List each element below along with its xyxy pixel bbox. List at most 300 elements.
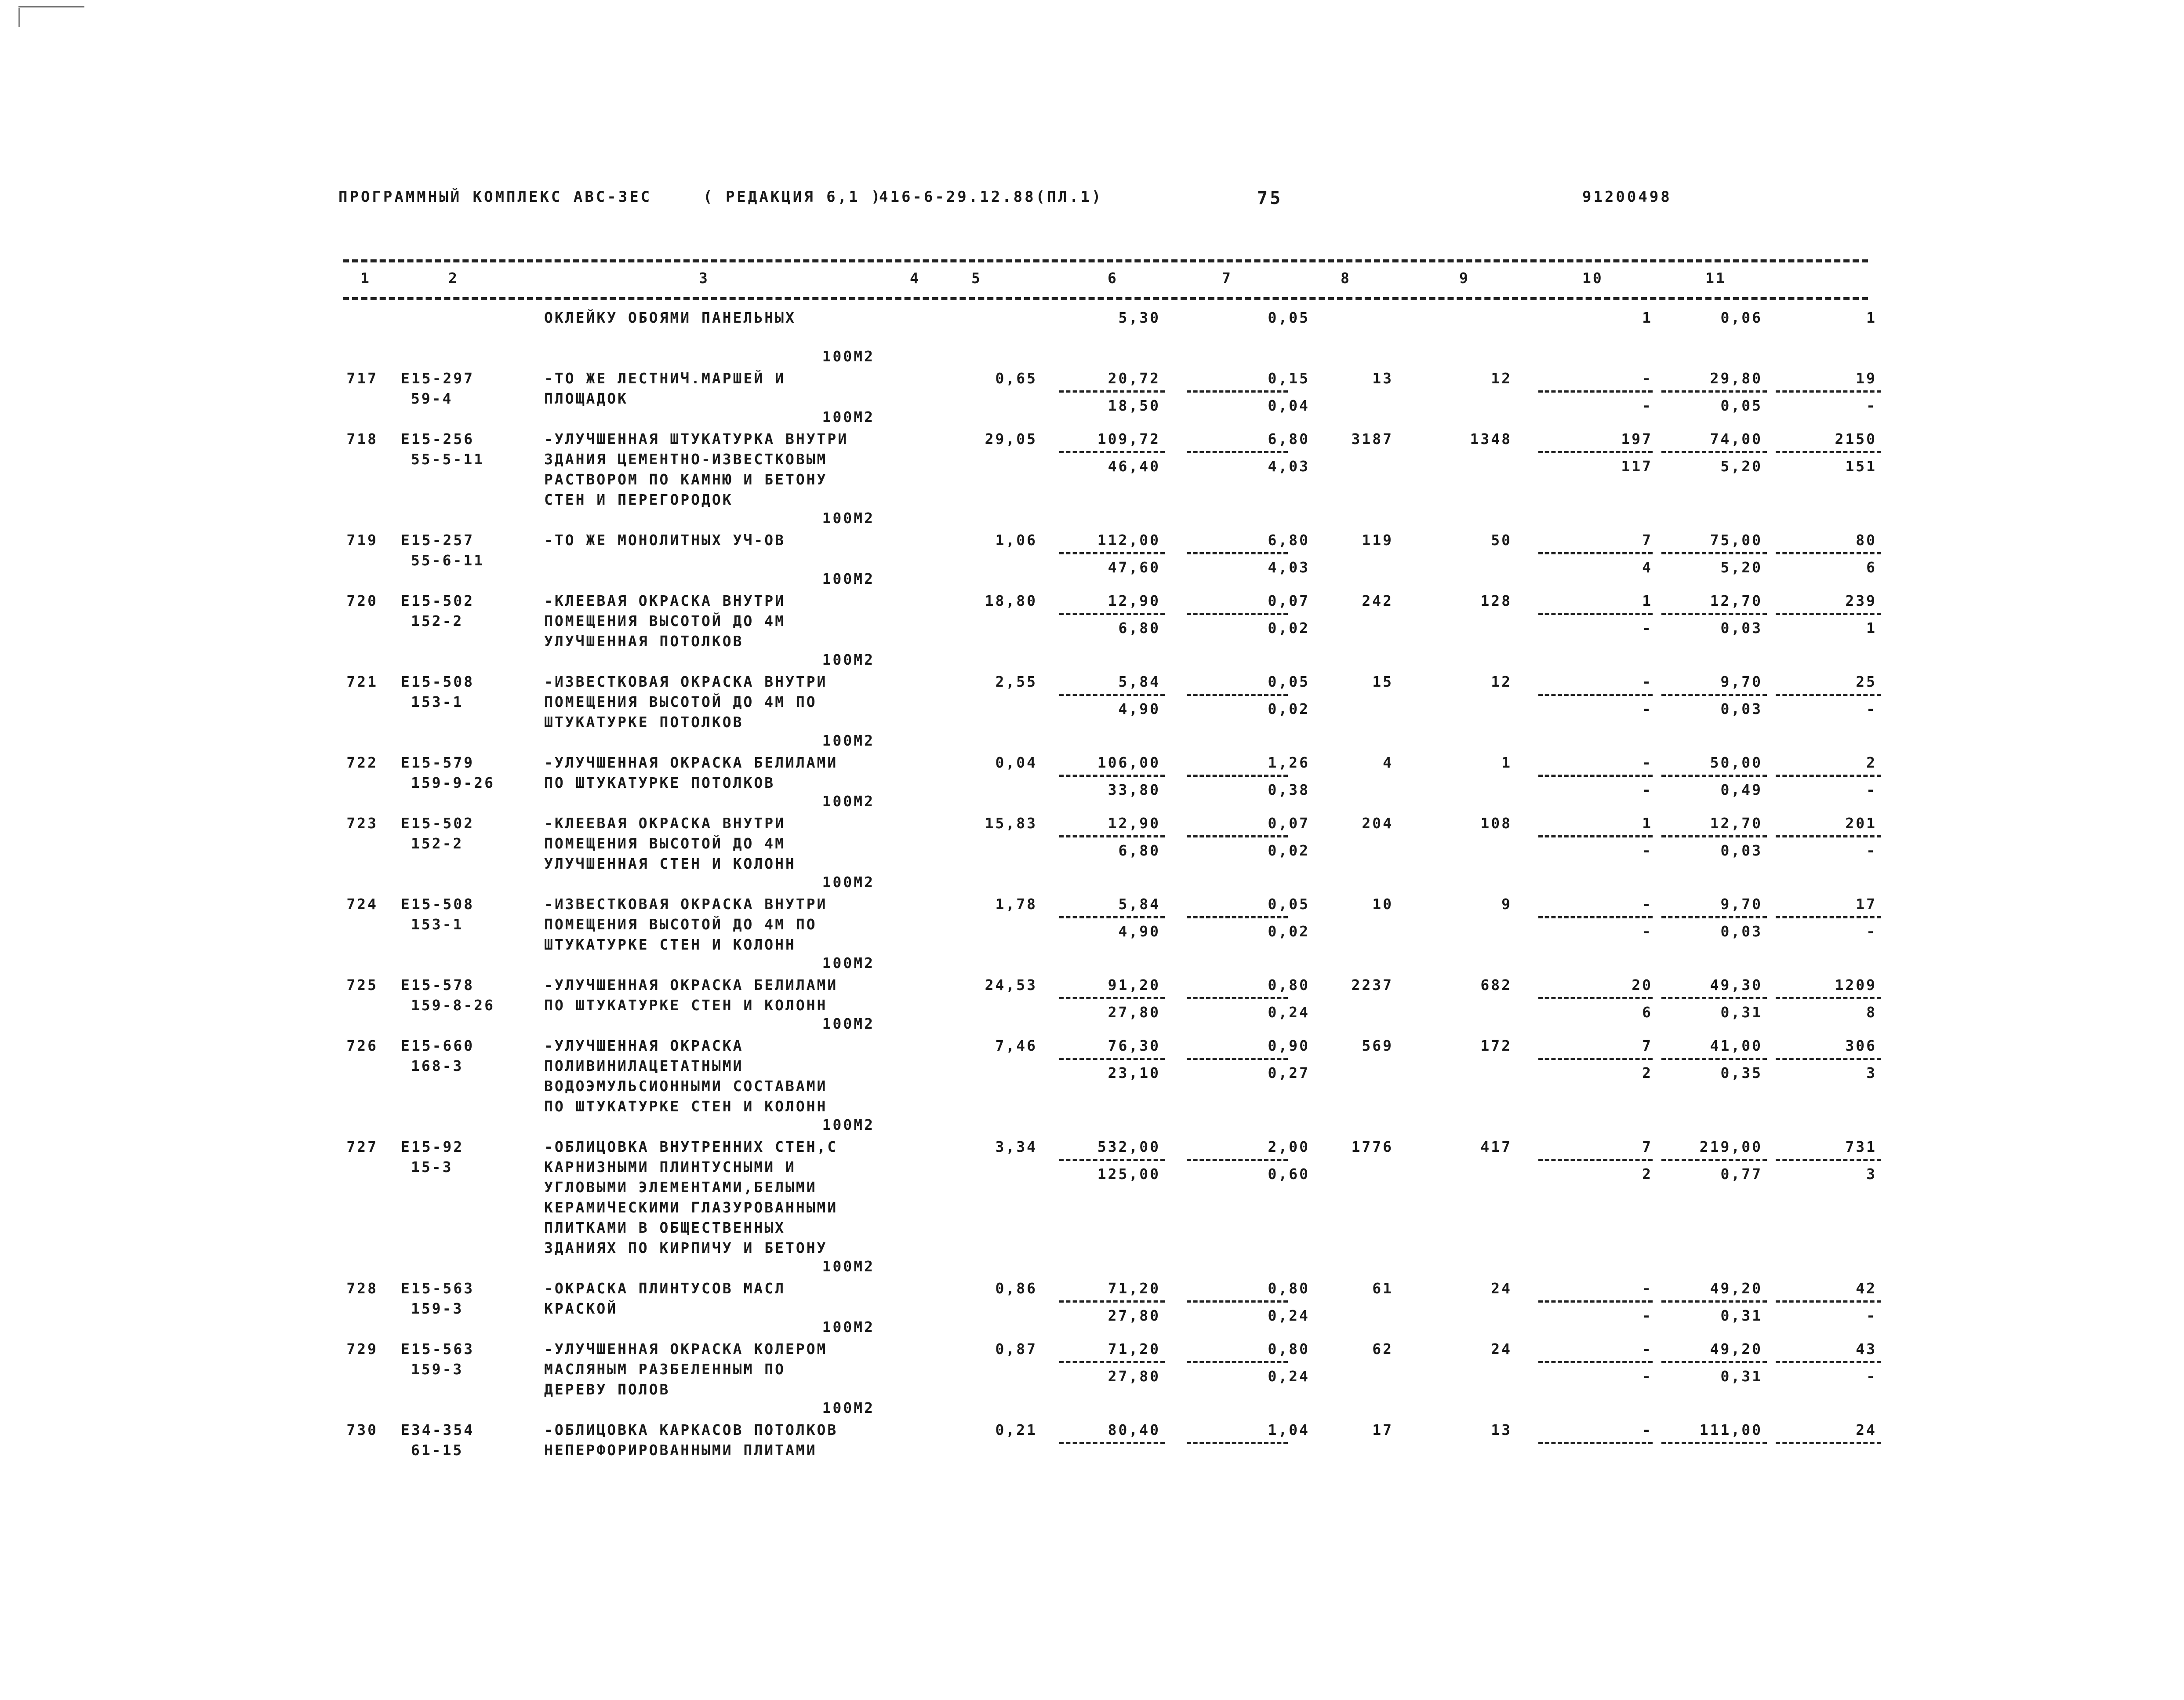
work-description: -ОБЛИЦОВКА КАРКАСОВ ПОТОЛКОВ <box>544 1421 838 1438</box>
labor-hours: 219,00 <box>1699 1138 1762 1155</box>
machine-hours-total: - <box>1866 700 1877 717</box>
work-description: ЗДАНИЯ ЦЕМЕНТНО-ИЗВЕСТКОВЫМ <box>544 451 828 468</box>
machine-wage: 6 <box>1642 1004 1653 1021</box>
subtotal-separator <box>1187 1159 1288 1161</box>
machine-hours: 0,31 <box>1720 1368 1762 1385</box>
machine-cost: 1 <box>1642 309 1653 326</box>
subtotal-separator <box>1776 1442 1881 1444</box>
work-description: ПОМЕЩЕНИЯ ВЫСОТОЙ ДО 4М <box>544 612 785 630</box>
column-header-6: 6 <box>1108 269 1118 287</box>
labor-hours: 111,00 <box>1699 1421 1762 1438</box>
column-header-3: 3 <box>699 269 709 287</box>
norm-code: Е15-502 <box>401 592 475 609</box>
quantity: 15,83 <box>985 815 1037 832</box>
work-description: ПО ШТУКАТУРКЕ СТЕН И КОЛОНН <box>544 1098 828 1115</box>
total-cost: 15 <box>1372 673 1393 690</box>
unit-cost: 5,84 <box>1118 673 1160 690</box>
subtotal-separator <box>1059 613 1165 615</box>
work-description: -ОКРАСКА ПЛИНТУСОВ МАСЛ <box>544 1280 785 1297</box>
subtotal-separator <box>1776 835 1881 837</box>
machine-cost: 7 <box>1642 1037 1653 1054</box>
quantity: 1,06 <box>995 531 1037 549</box>
edition-label: ( РЕДАКЦИЯ 6,1 ) <box>703 188 883 206</box>
total-cost: 61 <box>1372 1280 1393 1297</box>
unit-cost: 76,30 <box>1108 1037 1160 1054</box>
norm-subcode: 168-3 <box>411 1057 464 1074</box>
unit-of-measure: 100М2 <box>822 348 875 365</box>
subtotal-separator <box>1776 916 1881 918</box>
labor-cost: 0,80 <box>1268 1280 1310 1297</box>
labor-hours: 49,30 <box>1710 976 1762 994</box>
machine-wage: 117 <box>1621 458 1653 475</box>
unit-cost: 12,90 <box>1108 815 1160 832</box>
row-number: 722 <box>346 754 378 771</box>
wages-total: 417 <box>1480 1138 1512 1155</box>
norm-subcode: 55-6-11 <box>411 552 485 569</box>
labor-hours: 75,00 <box>1710 531 1762 549</box>
unit-of-measure: 100М2 <box>822 954 875 972</box>
labor-hours: 29,80 <box>1710 370 1762 387</box>
labor-hours: 49,20 <box>1710 1340 1762 1358</box>
subtotal-separator <box>1538 1361 1653 1363</box>
labor-hours-total: 1 <box>1866 309 1877 326</box>
wages-total: 12 <box>1491 673 1512 690</box>
labor-cost: 0,15 <box>1268 370 1310 387</box>
norm-code: Е15-257 <box>401 531 475 549</box>
subtotal-separator <box>1538 390 1653 393</box>
unit-cost: 20,72 <box>1108 370 1160 387</box>
unit-cost: 532,00 <box>1097 1138 1160 1155</box>
table-top-rule <box>343 259 1868 262</box>
work-description: -КЛЕЕВАЯ ОКРАСКА ВНУТРИ <box>544 815 785 832</box>
work-description: СТЕН И ПЕРЕГОРОДОК <box>544 491 733 508</box>
wages-total: 13 <box>1491 1421 1512 1438</box>
labor-cost: 0,90 <box>1268 1037 1310 1054</box>
norm-code: Е15-579 <box>401 754 475 771</box>
unit-wage: 4,90 <box>1118 700 1160 717</box>
column-header-10: 10 <box>1582 269 1603 287</box>
work-description: УЛУЧШЕННАЯ ПОТОЛКОВ <box>544 633 744 650</box>
unit-of-measure: 100М2 <box>822 651 875 668</box>
unit-of-measure: 100М2 <box>822 1318 875 1336</box>
subtotal-separator <box>1538 694 1653 696</box>
labor-hours-total: 17 <box>1856 896 1877 913</box>
subtotal-separator <box>1059 1300 1165 1303</box>
machine-hours: 0,35 <box>1720 1064 1762 1081</box>
work-description: ПЛИТКАМИ В ОБЩЕСТВЕННЫХ <box>544 1219 785 1236</box>
total-cost: 13 <box>1372 370 1393 387</box>
subtotal-separator <box>1059 916 1165 918</box>
subtotal-separator <box>1187 390 1288 393</box>
work-description: УЛУЧШЕННАЯ СТЕН И КОЛОНН <box>544 855 796 872</box>
work-description: ПОМЕЩЕНИЯ ВЫСОТОЙ ДО 4М ПО <box>544 693 817 710</box>
wages-total: 9 <box>1501 896 1512 913</box>
unit-labor-wage: 0,02 <box>1268 842 1310 859</box>
machine-hours-total: - <box>1866 1307 1877 1324</box>
machine-cost: - <box>1642 754 1653 771</box>
subtotal-separator <box>1661 1361 1767 1363</box>
quantity: 7,46 <box>995 1037 1037 1054</box>
unit-labor-wage: 0,60 <box>1268 1165 1310 1183</box>
wages-total: 24 <box>1491 1340 1512 1358</box>
unit-of-measure: 100М2 <box>822 408 875 426</box>
labor-cost: 0,80 <box>1268 976 1310 994</box>
work-description: ПО ШТУКАТУРКЕ ПОТОЛКОВ <box>544 774 775 791</box>
row-number: 730 <box>346 1421 378 1438</box>
total-cost: 17 <box>1372 1421 1393 1438</box>
machine-wage: - <box>1642 700 1653 717</box>
work-description: -ТО ЖЕ МОНОЛИТНЫХ УЧ-ОВ <box>544 531 785 549</box>
machine-wage: 2 <box>1642 1165 1653 1183</box>
unit-of-measure: 100М2 <box>822 510 875 527</box>
subtotal-separator <box>1776 997 1881 999</box>
work-description: ПО ШТУКАТУРКЕ СТЕН И КОЛОНН <box>544 997 828 1014</box>
machine-wage: - <box>1642 397 1653 414</box>
wages-total: 12 <box>1491 370 1512 387</box>
labor-hours-total: 24 <box>1856 1421 1877 1438</box>
subtotal-separator <box>1187 613 1288 615</box>
total-cost: 4 <box>1383 754 1393 771</box>
subtotal-separator <box>1776 451 1881 453</box>
subtotal-separator <box>1187 1058 1288 1060</box>
quantity: 0,87 <box>995 1340 1037 1358</box>
machine-hours: 0,03 <box>1720 700 1762 717</box>
unit-labor-wage: 0,02 <box>1268 700 1310 717</box>
unit-cost: 71,20 <box>1108 1340 1160 1358</box>
machine-wage: - <box>1642 781 1653 798</box>
unit-wage: 47,60 <box>1108 559 1160 576</box>
work-description: УГЛОВЫМИ ЭЛЕМЕНТАМИ,БЕЛЫМИ <box>544 1179 817 1196</box>
labor-cost: 1,04 <box>1268 1421 1310 1438</box>
document-reference: 416-6-29.12.88(ПЛ.1) <box>879 188 1103 206</box>
labor-cost: 0,05 <box>1268 673 1310 690</box>
quantity: 3,34 <box>995 1138 1037 1155</box>
subtotal-separator <box>1059 997 1165 999</box>
work-description: -УЛУЧШЕННАЯ ОКРАСКА БЕЛИЛАМИ <box>544 976 838 994</box>
unit-cost: 91,20 <box>1108 976 1160 994</box>
machine-cost: 7 <box>1642 1138 1653 1155</box>
subtotal-separator <box>1661 390 1767 393</box>
unit-wage: 33,80 <box>1108 781 1160 798</box>
quantity: 0,86 <box>995 1280 1037 1297</box>
subtotal-separator <box>1538 916 1653 918</box>
row-number: 724 <box>346 896 378 913</box>
subtotal-separator <box>1776 552 1881 554</box>
unit-labor-wage: 0,24 <box>1268 1307 1310 1324</box>
quantity: 2,55 <box>995 673 1037 690</box>
labor-hours: 12,70 <box>1710 815 1762 832</box>
work-description: ВОДОЭМУЛЬСИОННЫМИ СОСТАВАМИ <box>544 1078 828 1095</box>
subtotal-separator <box>1776 1300 1881 1303</box>
work-description: ПЛОЩАДОК <box>544 390 628 407</box>
subtotal-separator <box>1187 694 1288 696</box>
machine-cost: - <box>1642 1340 1653 1358</box>
unit-wage: 23,10 <box>1108 1064 1160 1081</box>
norm-code: Е34-354 <box>401 1421 475 1438</box>
work-description: -УЛУЧШЕННАЯ ОКРАСКА <box>544 1037 744 1054</box>
subtotal-separator <box>1538 997 1653 999</box>
labor-hours-total: 25 <box>1856 673 1877 690</box>
subtotal-separator <box>1661 1442 1767 1444</box>
norm-subcode: 153-1 <box>411 693 464 710</box>
unit-cost: 12,90 <box>1108 592 1160 609</box>
unit-of-measure: 100М2 <box>822 1399 875 1416</box>
subtotal-separator <box>1187 1361 1288 1363</box>
machine-wage: - <box>1642 1307 1653 1324</box>
work-description: КЕРАМИЧЕСКИМИ ГЛАЗУРОВАННЫМИ <box>544 1199 838 1216</box>
labor-cost: 0,80 <box>1268 1340 1310 1358</box>
work-description: ПОМЕЩЕНИЯ ВЫСОТОЙ ДО 4М ПО <box>544 916 817 933</box>
column-header-5: 5 <box>971 269 982 287</box>
subtotal-separator <box>1661 1058 1767 1060</box>
work-description: -УЛУЧШЕННАЯ ОКРАСКА КОЛЕРОМ <box>544 1340 828 1358</box>
work-description: -КЛЕЕВАЯ ОКРАСКА ВНУТРИ <box>544 592 785 609</box>
total-cost: 242 <box>1362 592 1393 609</box>
work-description: -УЛУЧШЕННАЯ ОКРАСКА БЕЛИЛАМИ <box>544 754 838 771</box>
work-description: -ИЗВЕСТКОВАЯ ОКРАСКА ВНУТРИ <box>544 896 828 913</box>
machine-hours-total: 8 <box>1866 1004 1877 1021</box>
labor-hours: 49,20 <box>1710 1280 1762 1297</box>
work-description: ПОМЕЩЕНИЯ ВЫСОТОЙ ДО 4М <box>544 835 785 852</box>
unit-labor-wage: 0,02 <box>1268 619 1310 637</box>
labor-cost: 2,00 <box>1268 1138 1310 1155</box>
unit-wage: 46,40 <box>1108 458 1160 475</box>
subtotal-separator <box>1538 835 1653 837</box>
subtotal-separator <box>1661 552 1767 554</box>
row-number: 717 <box>346 370 378 387</box>
labor-hours: 12,70 <box>1710 592 1762 609</box>
row-number: 718 <box>346 430 378 448</box>
subtotal-separator <box>1538 1300 1653 1303</box>
machine-cost: - <box>1642 370 1653 387</box>
row-number: 725 <box>346 976 378 994</box>
machine-hours: 0,77 <box>1720 1165 1762 1183</box>
subtotal-separator <box>1538 1442 1653 1444</box>
unit-wage: 6,80 <box>1118 842 1160 859</box>
wages-total: 24 <box>1491 1280 1512 1297</box>
column-header-11: 11 <box>1705 269 1726 287</box>
machine-hours-total: 3 <box>1866 1064 1877 1081</box>
subtotal-separator <box>1187 997 1288 999</box>
column-header-4: 4 <box>910 269 920 287</box>
unit-of-measure: 100М2 <box>822 793 875 810</box>
unit-wage: 27,80 <box>1108 1368 1160 1385</box>
labor-hours-total: 2 <box>1866 754 1877 771</box>
machine-hours: 5,20 <box>1720 458 1762 475</box>
unit-wage: 27,80 <box>1108 1307 1160 1324</box>
subtotal-separator <box>1661 613 1767 615</box>
labor-hours: 74,00 <box>1710 430 1762 448</box>
subtotal-separator <box>1538 613 1653 615</box>
labor-cost: 0,07 <box>1268 815 1310 832</box>
total-cost: 1776 <box>1351 1138 1393 1155</box>
labor-hours-total: 42 <box>1856 1280 1877 1297</box>
column-header-2: 2 <box>448 269 459 287</box>
subtotal-separator <box>1059 390 1165 393</box>
subtotal-separator <box>1776 694 1881 696</box>
labor-hours-total: 201 <box>1845 815 1877 832</box>
subtotal-separator <box>1059 835 1165 837</box>
labor-hours-total: 1209 <box>1835 976 1877 994</box>
quantity: 0,65 <box>995 370 1037 387</box>
unit-of-measure: 100М2 <box>822 732 875 749</box>
subtotal-separator <box>1661 775 1767 777</box>
total-cost: 2237 <box>1351 976 1393 994</box>
work-description: НЕПЕРФОРИРОВАННЫМИ ПЛИТАМИ <box>544 1442 817 1459</box>
machine-hours-total: - <box>1866 923 1877 940</box>
subtotal-separator <box>1661 1159 1767 1161</box>
machine-cost: 20 <box>1632 976 1653 994</box>
subtotal-separator <box>1059 552 1165 554</box>
subtotal-separator <box>1776 1159 1881 1161</box>
subtotal-separator <box>1776 390 1881 393</box>
unit-wage: 4,90 <box>1118 923 1160 940</box>
subtotal-separator <box>1187 835 1288 837</box>
norm-code: Е15-563 <box>401 1340 475 1358</box>
norm-code: Е15-256 <box>401 430 475 448</box>
machine-wage: - <box>1642 619 1653 637</box>
total-cost: 204 <box>1362 815 1393 832</box>
machine-cost: 1 <box>1642 815 1653 832</box>
norm-subcode: 153-1 <box>411 916 464 933</box>
work-description: -ТО ЖЕ ЛЕСТНИЧ.МАРШЕЙ И <box>544 370 785 387</box>
labor-hours-total: 306 <box>1845 1037 1877 1054</box>
labor-hours: 9,70 <box>1720 896 1762 913</box>
wages-total: 108 <box>1480 815 1512 832</box>
unit-of-measure: 100М2 <box>822 1258 875 1275</box>
subtotal-separator <box>1187 451 1288 453</box>
machine-cost: - <box>1642 673 1653 690</box>
norm-subcode: 159-3 <box>411 1300 464 1317</box>
row-number: 721 <box>346 673 378 690</box>
subtotal-separator <box>1187 1300 1288 1303</box>
wages-total: 128 <box>1480 592 1512 609</box>
work-description: РАСТВОРОМ ПО КАМНЮ И БЕТОНУ <box>544 471 828 488</box>
machine-hours-total: 1 <box>1866 619 1877 637</box>
work-description: ОКЛЕЙКУ ОБОЯМИ ПАНЕЛЬНЫХ <box>544 309 796 326</box>
labor-cost: 0,07 <box>1268 592 1310 609</box>
row-number: 719 <box>346 531 378 549</box>
machine-hours-total: 151 <box>1845 458 1877 475</box>
subtotal-separator <box>1661 916 1767 918</box>
table-header-rule <box>343 297 1868 300</box>
subtotal-separator <box>1059 694 1165 696</box>
machine-hours-total: - <box>1866 1368 1877 1385</box>
labor-hours: 50,00 <box>1710 754 1762 771</box>
page-number: 75 <box>1257 188 1283 208</box>
machine-cost: 1 <box>1642 592 1653 609</box>
unit-labor-wage: 0,38 <box>1268 781 1310 798</box>
machine-wage: 4 <box>1642 559 1653 576</box>
subtotal-separator <box>1661 1300 1767 1303</box>
wages-total: 1348 <box>1470 430 1512 448</box>
row-number: 728 <box>346 1280 378 1297</box>
subtotal-separator <box>1538 1159 1653 1161</box>
labor-hours-total: 2150 <box>1835 430 1877 448</box>
unit-wage: 6,80 <box>1118 619 1160 637</box>
quantity: 18,80 <box>985 592 1037 609</box>
machine-hours: 0,31 <box>1720 1004 1762 1021</box>
machine-cost: - <box>1642 1421 1653 1438</box>
subtotal-separator <box>1187 916 1288 918</box>
unit-cost: 71,20 <box>1108 1280 1160 1297</box>
quantity: 29,05 <box>985 430 1037 448</box>
row-number: 729 <box>346 1340 378 1358</box>
wages-total: 50 <box>1491 531 1512 549</box>
machine-hours: 0,31 <box>1720 1307 1762 1324</box>
unit-wage: 18,50 <box>1108 397 1160 414</box>
unit-cost: 5,84 <box>1118 896 1160 913</box>
unit-cost: 5,30 <box>1118 309 1160 326</box>
wages-total: 1 <box>1501 754 1512 771</box>
subtotal-separator <box>1187 775 1288 777</box>
labor-cost: 0,05 <box>1268 896 1310 913</box>
subtotal-separator <box>1776 775 1881 777</box>
unit-cost: 112,00 <box>1097 531 1160 549</box>
unit-labor-wage: 0,04 <box>1268 397 1310 414</box>
machine-cost: 197 <box>1621 430 1653 448</box>
column-header-1: 1 <box>360 269 371 287</box>
subtotal-separator <box>1776 613 1881 615</box>
row-number: 727 <box>346 1138 378 1155</box>
labor-hours: 41,00 <box>1710 1037 1762 1054</box>
machine-wage: 2 <box>1642 1064 1653 1081</box>
norm-subcode: 59-4 <box>411 390 453 407</box>
quantity: 0,04 <box>995 754 1037 771</box>
unit-labor-wage: 0,24 <box>1268 1368 1310 1385</box>
work-description: МАСЛЯНЫМ РАЗБЕЛЕННЫМ ПО <box>544 1361 785 1378</box>
work-description: КАРНИЗНЫМИ ПЛИНТУСНЫМИ И <box>544 1158 796 1176</box>
document-code: 91200498 <box>1582 188 1672 206</box>
total-cost: 62 <box>1372 1340 1393 1358</box>
machine-hours-total: - <box>1866 781 1877 798</box>
unit-labor-wage: 4,03 <box>1268 559 1310 576</box>
subtotal-separator <box>1776 1361 1881 1363</box>
work-description: -ИЗВЕСТКОВАЯ ОКРАСКА ВНУТРИ <box>544 673 828 690</box>
labor-hours-total: 239 <box>1845 592 1877 609</box>
subtotal-separator <box>1059 1058 1165 1060</box>
subtotal-separator <box>1059 1159 1165 1161</box>
unit-labor-wage: 4,03 <box>1268 458 1310 475</box>
subtotal-separator <box>1187 552 1288 554</box>
labor-hours-total: 80 <box>1856 531 1877 549</box>
subtotal-separator <box>1661 451 1767 453</box>
norm-subcode: 55-5-11 <box>411 451 485 468</box>
machine-hours: 0,03 <box>1720 619 1762 637</box>
norm-code: Е15-563 <box>401 1280 475 1297</box>
machine-cost: - <box>1642 1280 1653 1297</box>
labor-cost: 6,80 <box>1268 531 1310 549</box>
column-header-8: 8 <box>1341 269 1351 287</box>
subtotal-separator <box>1059 1442 1165 1444</box>
subtotal-separator <box>1538 552 1653 554</box>
norm-code: Е15-578 <box>401 976 475 994</box>
labor-hours: 9,70 <box>1720 673 1762 690</box>
subtotal-separator <box>1059 1361 1165 1363</box>
subtotal-separator <box>1187 1442 1288 1444</box>
total-cost: 10 <box>1372 896 1393 913</box>
work-description: ЗДАНИЯХ ПО КИРПИЧУ И БЕТОНУ <box>544 1239 828 1256</box>
work-description: ШТУКАТУРКЕ ПОТОЛКОВ <box>544 713 744 731</box>
work-description: КРАСКОЙ <box>544 1300 618 1317</box>
machine-wage: - <box>1642 923 1653 940</box>
subtotal-separator <box>1059 451 1165 453</box>
program-title: ПРОГРАММНЫЙ КОМПЛЕКС АВС-3ЕС <box>338 188 652 206</box>
norm-subcode: 61-15 <box>411 1442 464 1459</box>
machine-hours-total: - <box>1866 842 1877 859</box>
norm-subcode: 159-8-26 <box>411 997 495 1014</box>
norm-subcode: 159-3 <box>411 1361 464 1378</box>
